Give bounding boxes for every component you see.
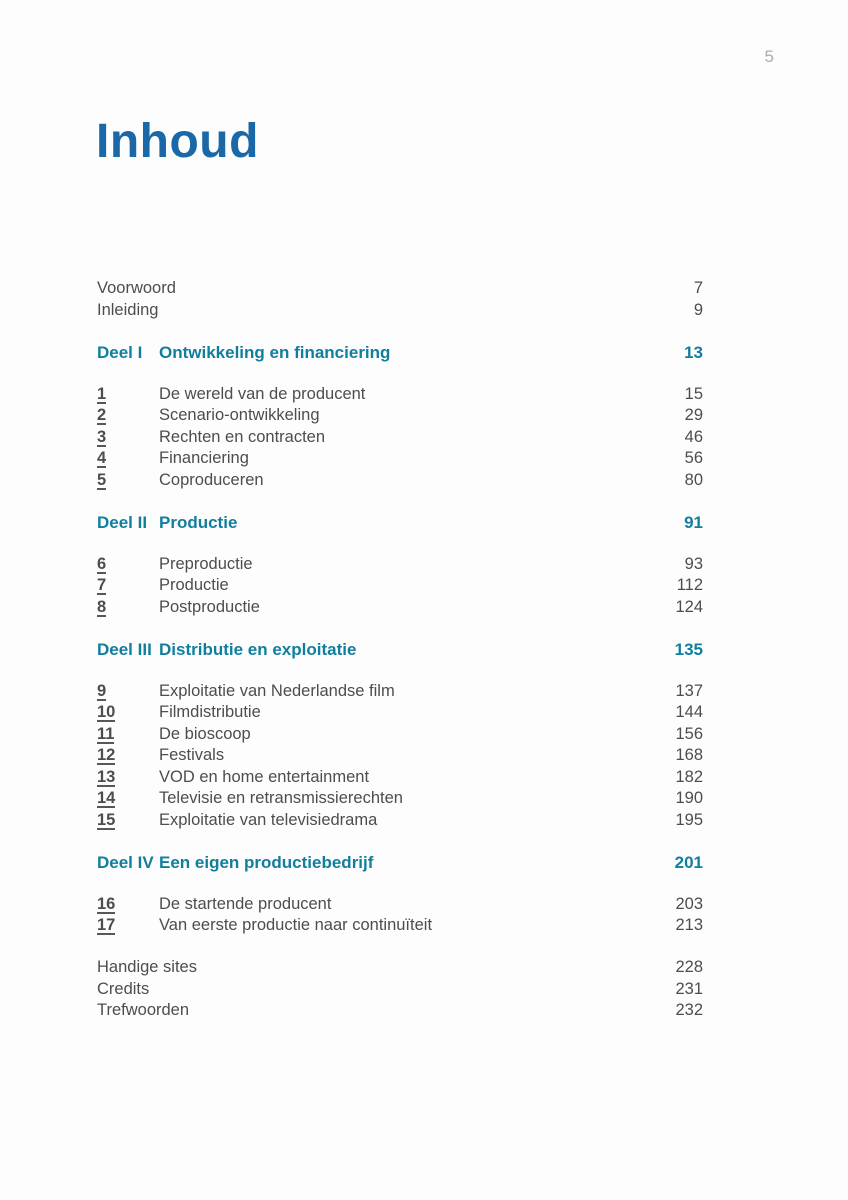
chapter-page: 29 (684, 406, 703, 424)
chapter-title: Televisie en retransmissierechten (159, 789, 403, 807)
chapter-page: 144 (675, 703, 703, 721)
section-page: 91 (684, 512, 703, 532)
toc-entry-chapter-5 (97, 470, 703, 492)
table-of-contents (97, 278, 703, 1022)
section-title: Distributie en exploitatie (159, 639, 357, 659)
chapter-page: 168 (675, 746, 703, 764)
chapter-title: Scenario-ontwikkeling (159, 406, 320, 424)
section-page: 13 (684, 342, 703, 362)
toc-entry-chapter-4 (97, 448, 703, 470)
chapter-number: 1 (97, 384, 107, 403)
chapter-title: Filmdistributie (159, 703, 261, 721)
chapter-title: Coproduceren (159, 470, 264, 489)
chapter-number: 9 (97, 681, 107, 700)
toc-entry-chapter-7 (97, 575, 703, 597)
toc-entry-handige-sites (97, 957, 703, 979)
chapter-page: 213 (675, 916, 703, 934)
chapter-title: Exploitatie van televisiedrama (159, 810, 378, 829)
chapter-number: 17 (97, 916, 116, 934)
chapter-number: 14 (97, 789, 116, 807)
section-part-label: Deel I (97, 342, 143, 362)
entry-page: 9 (693, 300, 703, 319)
section-part-label: Deel IV (97, 852, 154, 872)
chapter-page: 112 (676, 576, 703, 594)
chapter-title: VOD en home entertainment (159, 767, 370, 786)
section-title: Een eigen productiebedrijf (159, 852, 374, 872)
toc-entry-chapter-16 (97, 894, 703, 916)
chapter-page: 182 (675, 767, 703, 786)
chapter-number: 10 (97, 703, 116, 721)
toc-entry-chapter-17 (97, 915, 703, 937)
section-part-label: Deel II (97, 512, 148, 532)
chapter-number: 16 (97, 894, 116, 913)
page-number: 5 (764, 47, 774, 66)
chapter-title: De startende producent (159, 894, 332, 913)
chapter-page: 56 (684, 449, 703, 467)
chapter-page: 190 (675, 789, 703, 807)
chapter-number: 3 (97, 427, 107, 446)
chapter-title: Preproductie (159, 554, 253, 573)
entry-page: 231 (675, 979, 703, 998)
chapter-page: 80 (684, 470, 703, 489)
chapter-page: 195 (675, 810, 703, 829)
section-title: Ontwikkeling en financiering (159, 342, 391, 362)
toc-entry-chapter-12 (97, 745, 703, 767)
chapter-number: 15 (97, 810, 116, 829)
entry-page: 228 (675, 958, 703, 976)
chapter-number: 13 (97, 767, 116, 786)
section-part-label: Deel III (97, 639, 152, 659)
section-title: Productie (159, 512, 238, 532)
toc-back-matter (97, 957, 703, 1022)
entry-page: 232 (675, 1001, 703, 1019)
chapter-page: 137 (675, 681, 703, 700)
chapter-title: De bioscoop (159, 724, 251, 743)
chapter-title: Productie (159, 576, 229, 594)
chapter-page: 15 (684, 384, 703, 403)
toc-section-header-deel-1 (97, 342, 703, 364)
chapter-title: Financiering (159, 449, 249, 467)
chapter-title: Festivals (159, 746, 225, 764)
chapter-number: 7 (97, 576, 107, 594)
toc-entry-chapter-13 (97, 767, 703, 789)
chapter-page: 203 (675, 894, 703, 913)
chapter-title: Van eerste productie naar continuïteit (159, 916, 433, 934)
chapter-title: Rechten en contracten (159, 427, 326, 446)
chapter-number: 2 (97, 406, 107, 424)
toc-entry-chapter-10 (97, 702, 703, 724)
toc-entry-chapter-11 (97, 724, 703, 746)
chapter-title: Exploitatie van Nederlandse film (159, 681, 395, 700)
toc-entry-chapter-8 (97, 597, 703, 619)
chapter-page: 46 (684, 427, 703, 446)
toc-entry-chapter-9 (97, 681, 703, 703)
chapter-number: 8 (97, 597, 107, 616)
chapter-page: 124 (675, 597, 703, 616)
toc-entry-voorwoord (97, 278, 703, 300)
chapter-number: 11 (97, 724, 115, 743)
chapter-number: 6 (97, 554, 107, 573)
toc-section-header-deel-4 (97, 852, 703, 874)
toc-entry-inleiding (97, 300, 703, 322)
toc-section-header-deel-2 (97, 512, 703, 534)
entry-label: Handige sites (97, 958, 197, 976)
chapter-title: Postproductie (159, 597, 260, 616)
toc-section-header-deel-3 (97, 639, 703, 661)
chapter-number: 5 (97, 470, 107, 489)
toc-entry-chapter-2 (97, 405, 703, 427)
toc-entry-chapter-6 (97, 554, 703, 576)
toc-entry-credits (97, 979, 703, 1001)
section-page: 135 (674, 639, 703, 659)
entry-label: Credits (97, 979, 150, 998)
chapter-page: 93 (684, 554, 703, 573)
entry-page: 7 (693, 279, 703, 297)
entry-label: Trefwoorden (97, 1001, 190, 1019)
toc-entry-trefwoorden (97, 1000, 703, 1022)
entry-label: Inleiding (97, 300, 159, 319)
toc-entry-chapter-15 (97, 810, 703, 832)
toc-entry-chapter-1 (97, 384, 703, 406)
section-page: 201 (674, 852, 703, 872)
entry-label: Voorwoord (97, 279, 176, 297)
toc-entry-chapter-3 (97, 427, 703, 449)
toc-entry-chapter-14 (97, 788, 703, 810)
chapter-number: 12 (97, 746, 116, 764)
page-title: Inhoud (96, 115, 259, 168)
chapter-title: De wereld van de producent (159, 384, 366, 403)
chapter-number: 4 (97, 449, 107, 467)
chapter-page: 156 (675, 724, 703, 743)
